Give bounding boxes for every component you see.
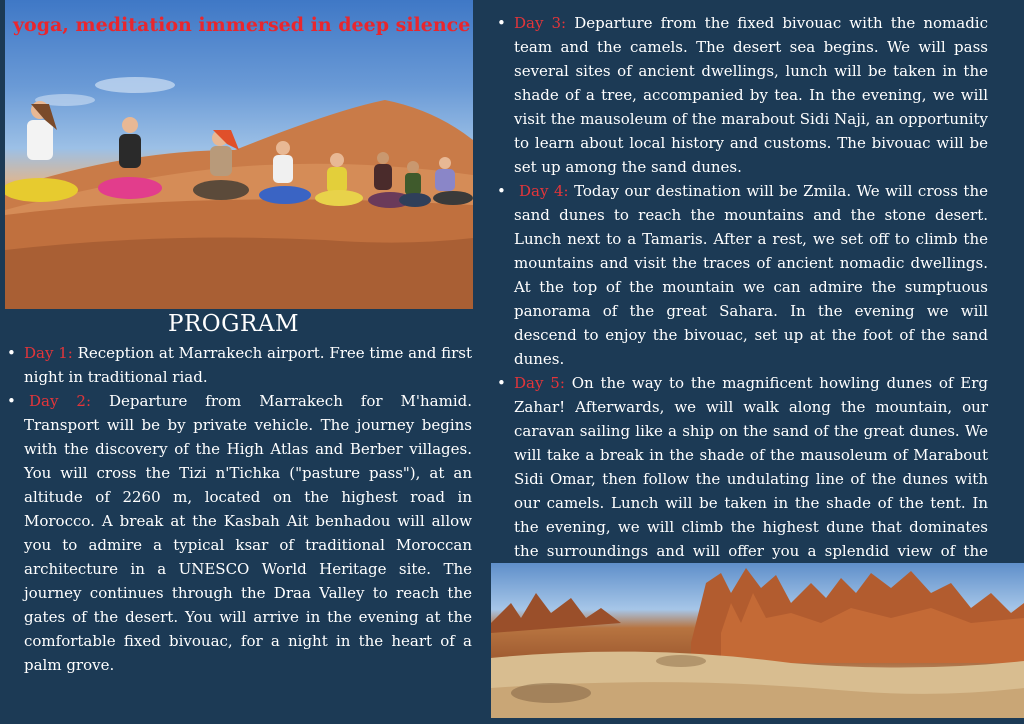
day-1-label: Day 1: [24,344,73,362]
day-4-item [514,179,988,371]
day-2-text: Departure from Marrakech for M'hamid. Transport will be by private vehicle. The journey begins with the discovery of the High Atlas and Berber villages. You will cross the Tizi n'Tichka ("pasture pass"), at an altitude of 2260 m, located on the highest road in Morocco. A break at the Kasbah Ait benhadou will allow you to admire a typical ksar of traditional Moroccan architecture in a UNESCO World Heritage site. The journey continues through the Draa Valley to reach the gates of the desert. You will arrive in the evening at the comfortable fixed bivouac, for a night in the heart of a palm grove. [24,392,473,674]
rock-desert-photo [491,563,1024,718]
day-3-text: Departure from the fixed bivouac with the nomadic team and the camels. The desert sea begins. We will pass several sites of ancient dwellings, lunch will be taken in the shade of a tree, accompanied by tea. In the evening, we will visit the mausoleum of the marabout Sidi Naji, an opportunity to learn about local history and customs. The bivouac will be set up among the sand dunes. [514,14,988,176]
day-3-label: Day 3: [514,14,567,32]
day-1-item [24,341,472,389]
day-3-item [514,11,988,179]
day-1-text: Reception at Marrakech airport. Free time and first night in traditional riad. [24,344,472,386]
program-title: PROGRAM [168,311,299,337]
yoga-desert-photo [5,0,473,309]
day-4-text: Today our destination will be Zmila. We will cross the sand dunes to reach the mountains and the stone desert. Lunch next to a Tamaris. After a rest, we set off to climb the mountains and visit the traces of ancient nomadic dwellings. At the top of the mountain we can admire the sumptuous panorama of the great Sahara. In the evening we will descend to enjoy the bivouac, set up at the foot of the sand dunes. [514,182,988,368]
program-list-left [24,341,472,677]
tagline: yoga, meditation immersed in deep silence [13,14,471,36]
day-5-label: Day 5: [514,374,565,392]
day-5-text: On the way to the magnificent howling dunes of Erg Zahar! Afterwards, we will walk along the mountain, our caravan sailing like a ship on the sand of the great dunes. We will take a break in the shade of the mausoleum of Marabout Sidi Omar, then follow the undulating line of the dunes with our camels. Lunch will be taken in the shade of the tent. In the evening, we will climb the highest dune that dominates the surroundings and will offer you a splendid view of the [514,374,988,560]
yoga-desert-illustration [5,0,473,309]
day-2-label: Day 2: [29,392,92,410]
day-4-label: Day 4: [519,182,569,200]
day-2-item [24,389,472,677]
program-list-right [514,11,988,587]
rock-desert-illustration [491,563,1024,718]
day-5-item [514,371,988,587]
